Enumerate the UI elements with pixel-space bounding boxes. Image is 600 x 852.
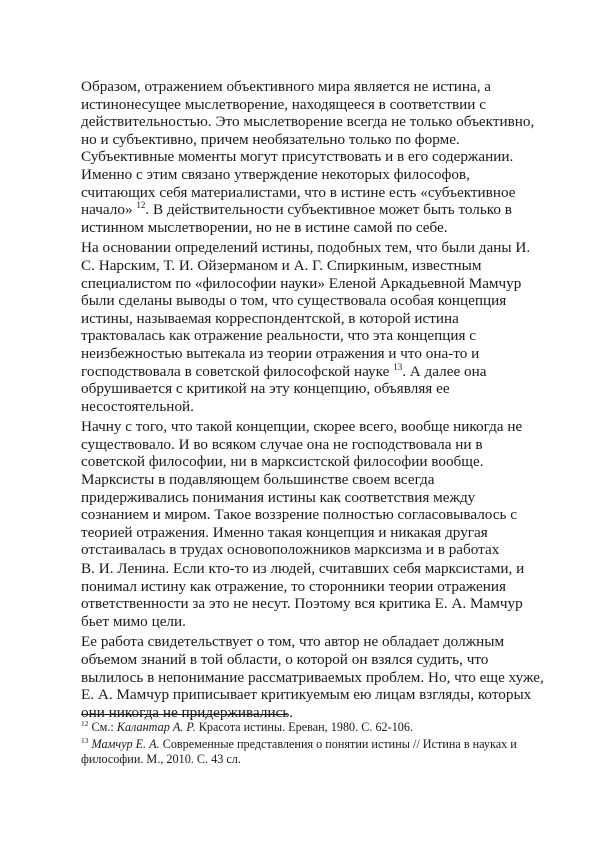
text-line: понимал истину как отражение, то сторонники теории отражения (81, 577, 507, 595)
text-line: сознанием и миром. Такое воззрение полностью согласовывалось с (81, 506, 517, 524)
footnote-12 (81, 720, 541, 735)
footnote-text-continued: философии. М., 2010. С. 43 сл. (81, 752, 241, 766)
text-line: Именно с этим связано утверждение некоторых философов, (81, 165, 470, 183)
paragraph-1 (81, 78, 541, 236)
text-segment: господствовала в советской философской науке (81, 362, 394, 380)
text-line (81, 201, 541, 219)
footnote-author: Мамчур Е. А. (91, 737, 160, 751)
text-line: Е. А. Мамчур приписывает критикуемым ею лицам взгляды, которых (81, 686, 532, 704)
text-segment: начало» (81, 201, 137, 219)
text-segment: . В действительности субъективное может быть только в (145, 201, 512, 219)
footnote-author: Калантар А. Р. (116, 720, 196, 734)
text-segment: . А далее она (402, 362, 487, 380)
footnote-number: 12 (81, 719, 89, 728)
text-line: Ее работа свидетельствует о том, что автор не обладает должным (81, 633, 505, 651)
text-line: Начну с того, что такой концепции, скорее всего, вообще никогда не (81, 418, 523, 436)
text-line: Образом, отражением объективного мира является не истина, а (81, 78, 492, 95)
text-line: На основании определений истины, подобных тем, что были даны И. (81, 239, 531, 257)
document-body (81, 78, 544, 724)
text-line: были сделаны выводы о том, что существовала особая концепция (81, 292, 507, 310)
text-line: несостоятельной. (81, 397, 194, 415)
text-line: отстаивалась в трудах основоположников марксизма и в работах (81, 541, 500, 559)
text-line: объемом знаний в той области, о которой он взялся судить, что (81, 651, 489, 668)
paragraph-4 (81, 560, 541, 630)
footnote-13 (81, 737, 541, 767)
paragraph-3 (81, 418, 541, 559)
footnote-number: 13 (81, 736, 89, 745)
text-line: существовало. И во всяком случае она не господствовала ни в (81, 435, 483, 453)
text-line: истинонесущее мыслетворение, находящееся в соответствии с (81, 95, 486, 113)
text-line: Субъективные моменты могут присутствовать и в его содержании. (81, 148, 514, 166)
paragraph-5 (81, 633, 544, 721)
footnote-text: Современные представления о понятии истины // Истина в науках и (159, 737, 517, 751)
text-line: бьет мимо цели. (81, 612, 186, 630)
text-line: В. И. Ленина. Если кто-то из людей, считавших себя марксистами, и (81, 560, 525, 578)
footnote-text: Красота истины. Ереван, 1980. С. 62-106. (195, 720, 414, 734)
text-line: обрушивается с критикой на эту концепцию, объявляя ее (81, 380, 450, 398)
text-line: советской философии, ни в марксистской философии вообще. (81, 453, 484, 471)
text-line: считающих себя материалистами, что в истине есть «субъективное (81, 183, 516, 201)
text-line: действительностью. Это мыслетворение всегда не только объективно, (81, 113, 535, 131)
text-line: ответственности за это не несут. Поэтому вся критика Е. А. Мамчур (81, 595, 523, 613)
text-line: Марксисты в подавляющем большинстве своем всегда (81, 471, 435, 489)
footnote-separator (81, 714, 287, 715)
text-line: неизбежностью вытекала из теории отражения и что она-то и (81, 344, 480, 362)
text-line: но и субъективно, причем необязательно только по форме. (81, 130, 460, 148)
footnote-ref-12[interactable]: 12 (136, 200, 146, 211)
text-line: трактовалась как отражение реальности, что эта концепция с (81, 327, 476, 345)
text-line: они никогда не придерживались. (81, 703, 294, 721)
text-line: специалистом по «философии науки» Еленой Аркадьевной Мамчур (81, 274, 522, 292)
footnote-ref-13[interactable]: 13 (393, 361, 403, 372)
text-line: истины, называемая корреспондентской, в которой истина (81, 309, 459, 327)
text-line: С. Нарским, Т. И. Ойзерманом и А. Г. Спиркиным, известным (81, 256, 482, 274)
text-line (81, 363, 541, 381)
text-line: вылилось в непонимание рассматриваемых проблем. Но, что еще хуже, (81, 668, 544, 686)
text-line: придерживались понимания истины как соответствия между (81, 488, 476, 506)
text-line: теорией отражения. Именно такая концепция и никакая другая (81, 523, 488, 541)
footnotes (81, 720, 541, 769)
paragraph-2 (81, 239, 541, 415)
text-line: истинном мыслетворении, но не в истине самой по себе. (81, 218, 448, 236)
footnote-prefix: См.: (88, 720, 117, 734)
